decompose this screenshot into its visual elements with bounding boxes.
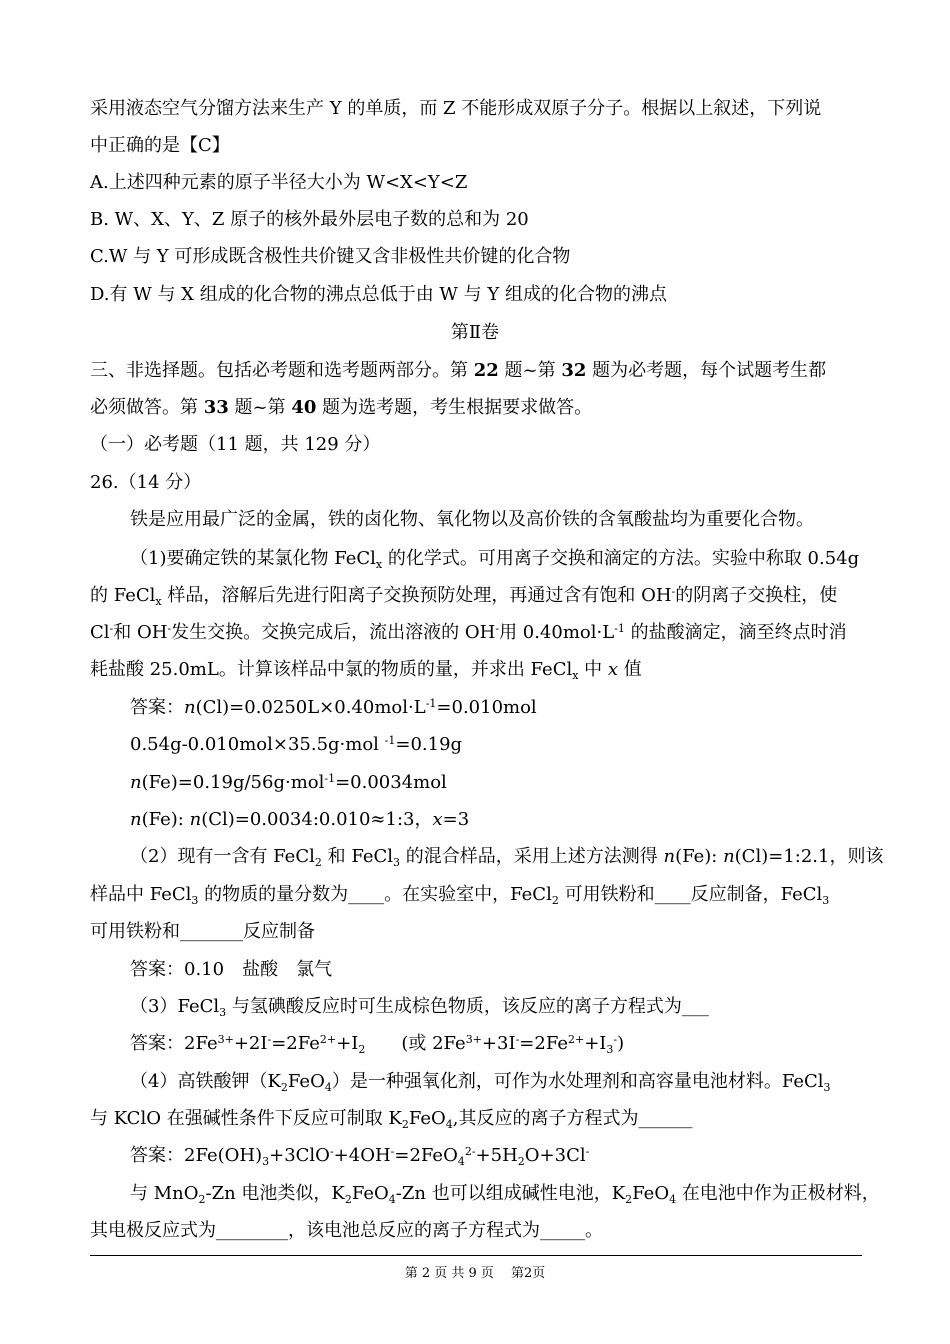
subquestion-1: 的 FeCl$_x$ 样品，溶解后先进行阳离子交换预防处理，再通过含有饱和 OH-的阴离子交换柱，使 <box>90 585 838 608</box>
subquestion-4: 与 KClO 在强碱性条件下反应可制取 $K_2FeO_4$,其反应的离子方程式为______ <box>90 1108 693 1131</box>
subquestion-4: 与 MnO$_2$-Zn 电池类似，$K_2FeO_4-Zn$ 也可以组成碱性电池，$K_2FeO_4$ 在电池中作为正极材料， <box>130 1183 880 1206</box>
option-b: B. W、X、Y、Z 原子的核外最外层电子数的总和为 20 <box>90 209 529 230</box>
subquestion-1: 耗盐酸 25.0mL。计算该样品中氯的物质的量，并求出 FeCl$_x$ 中 x 值 <box>90 659 642 682</box>
subsection-heading: （一）必考题（11 题，共 129 分） <box>90 434 381 455</box>
page-footer: 第 2 页 共 9 页 第2页 <box>404 1266 546 1281</box>
subquestion-4: （4）高铁酸钾$(K_2FeO_4)$是一种强氧化剂，可作为水处理剂和高容量电池材料。FeCl$_3$ <box>130 1071 831 1094</box>
answer-1: 0.54g-0.010mol×35.5g·mol $^{-1}$=0.19g <box>130 734 463 755</box>
answer-3: 答案：$2Fe^{3+}+2I^-=2Fe^{2+}+I_2$ (或 $2Fe^{3+}+3I^-=2Fe^{2+}+I_3^-$) <box>130 1033 625 1056</box>
option-d: D.有 W 与 X 组成的化合物的沸点总低于由 W 与 Y 组成的化合物的沸点 <box>90 284 667 305</box>
subquestion-1: Cl-和 OH-发生交换。交换完成后，流出溶液的 OH-用 $0.40mol\cdot L^{-1}$ 的盐酸滴定，滴至终点时消 <box>90 622 847 643</box>
text-line: 中正确的是【C】 <box>90 135 230 156</box>
question-intro: 铁是应用最广泛的金属，铁的卤化物、氧化物以及高价铁的含氧酸盐均为重要化合物。 <box>130 509 814 530</box>
answer-1: 答案：$n(Cl)=0.0250L\times 0.40mol\cdot L^{-1}=0.010mol$ <box>130 697 537 718</box>
section-title: 第Ⅱ卷 <box>450 322 500 343</box>
answer-1: n(Fe)=0.19g/56g·mol$^{-1}$=0.0034mol <box>130 772 447 793</box>
subquestion-1: （1)要确定铁的某氯化物 FeCl$_x$ 的化学式。可用离子交换和滴定的方法。实验中称取 0.54g <box>130 548 860 571</box>
footer-divider <box>90 1255 862 1256</box>
subquestion-4: 其电极反应式为________，该电池总反应的离子方程式为_____。 <box>90 1220 603 1241</box>
answer-4: 答案：$2Fe(OH)_3+3ClO^-+4OH^-=2FeO_4^{2-}+5H_2O+3Cl^-$ <box>130 1145 590 1168</box>
subquestion-3: （3）FeCl$_3$ 与氢碘酸反应时可生成棕色物质，该反应的离子方程式为___ <box>130 996 709 1019</box>
question-number: 26.（14 分） <box>90 472 202 493</box>
answer-2: 答案：0.10 盐酸 氯气 <box>130 959 333 980</box>
section-instructions: 三、非选择题。包括必考题和选考题两部分。第 22 题~第 32 题为必考题，每个试题考生都 <box>90 360 827 381</box>
text-line: 采用液态空气分馏方法来生产 Y 的单质，而 Z 不能形成双原子分子。根据以上叙述，下列说 <box>90 98 822 119</box>
subquestion-2: （2）现有一含有 FeCl$_2$ 和 FeCl$_3$ 的混合样品，采用上述方法测得 n(Fe): n(Cl)=1:2.1，则该 <box>130 846 884 869</box>
answer-1: n(Fe): n(Cl)=0.0034:0.010≈1:3，x=3 <box>130 809 470 830</box>
subquestion-2: 可用铁粉和_______反应制备 <box>90 921 315 942</box>
section-instructions: 必须做答。第 33 题~第 40 题为选考题，考生根据要求做答。 <box>90 397 593 418</box>
option-a: A.上述四种元素的原子半径大小为 W<X<Y<Z <box>90 172 468 193</box>
option-c: C.W 与 Y 可形成既含极性共价键又含非极性共价键的化合物 <box>90 246 571 267</box>
subquestion-2: 样品中 FeCl$_3$ 的物质的量分数为____。在实验室中，FeCl$_2$ 可用铁粉和____反应制备，FeCl$_3$ <box>90 884 830 907</box>
